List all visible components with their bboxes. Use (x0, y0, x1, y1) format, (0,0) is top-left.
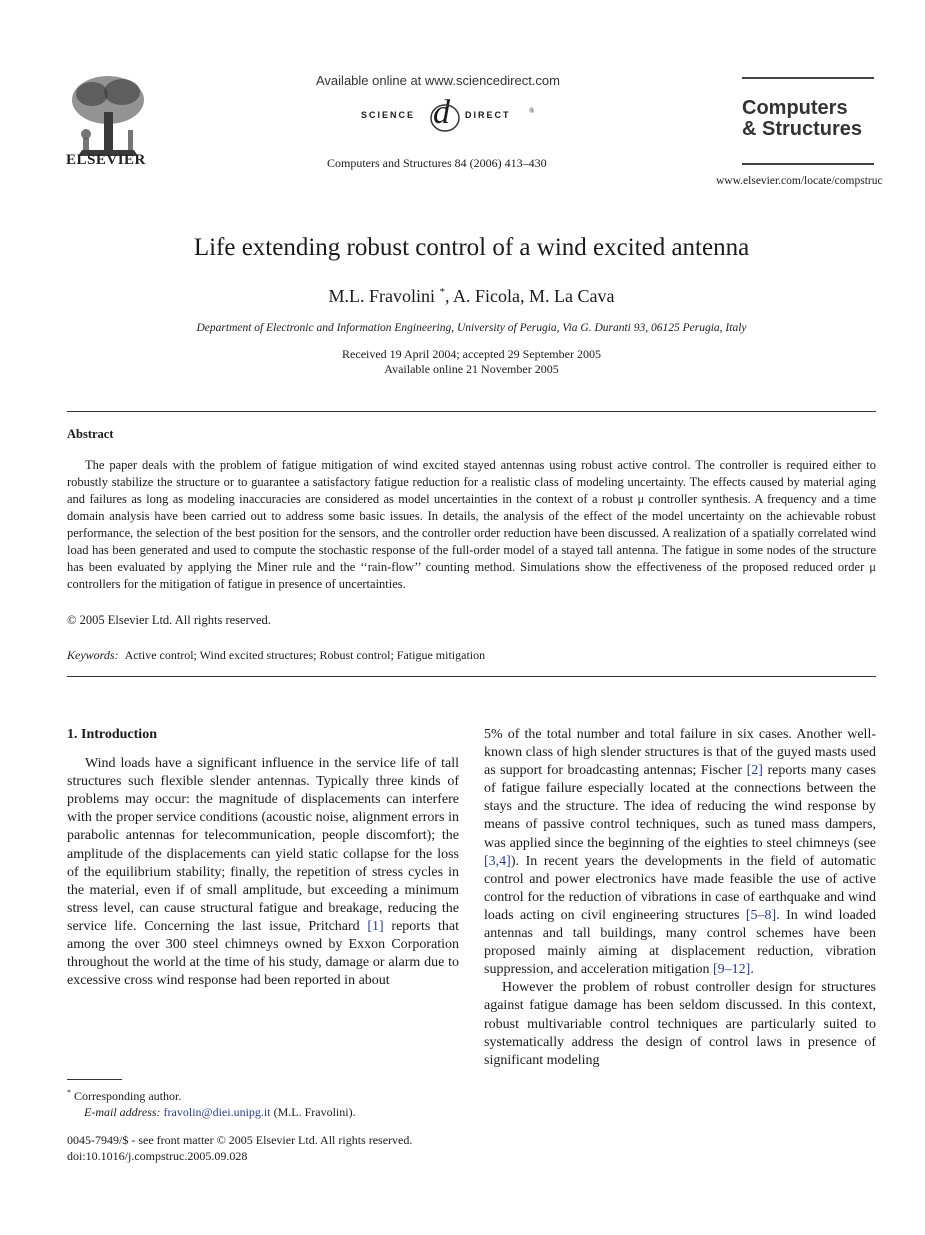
journal-citation: Computers and Structures 84 (2006) 413–430 (327, 156, 547, 170)
publisher-name: ELSEVIER (66, 152, 146, 168)
citation-2-link[interactable]: [2] (746, 763, 763, 779)
email-label: E-mail address: (84, 1105, 161, 1119)
sd-direct-word: DIRECT (465, 110, 511, 120)
footnote-email-line (67, 1104, 356, 1120)
citation-3-4-link[interactable]: [3,4] (484, 853, 511, 869)
corresponding-author-mark[interactable]: * (439, 286, 445, 298)
sd-registered-mark: ® (529, 107, 535, 115)
footnote-corresponding-text: Corresponding author. (74, 1089, 182, 1103)
article-title: Life extending robust control of a wind excited antenna (193, 234, 750, 261)
sd-symbol: d (433, 94, 450, 131)
author-others: , A. Ficola, M. La Cava (445, 286, 615, 306)
right-p1-b: reports many cases of fatigue failure especially located at the connections between the stays and the structure. The idea of reducing the wind response by means of passive control techniques, such as tuned mass dampers, was applied since the beginning of the eighties to steel chimneys (see (484, 763, 876, 851)
article-identifiers (67, 1132, 412, 1164)
author-email-link[interactable]: fravolin@diei.unipg.it (163, 1105, 271, 1119)
abstract-bottom-rule (67, 676, 876, 677)
journal-homepage-link[interactable]: www.elsevier.com/locate/compstruc (716, 175, 883, 187)
available-date: Available online 21 November 2005 (384, 362, 559, 376)
right-p1-e: . (750, 962, 754, 978)
received-dates: Received 19 April 2004; accepted 29 September 2005 (342, 347, 601, 361)
citation-9-12-link[interactable]: [9–12] (713, 962, 751, 978)
intro-p1-end: reports that among the over 300 steel chimneys owned by Exxon Corporation throughout the world at the time of his study, damage or alarm due to excessive cross wind response had been reported in about (67, 918, 459, 989)
abstract-top-rule (67, 411, 876, 412)
affiliation: Department of Electronic and Information Engineering, University of Perugia, Via G. Duranti 93, 06125 Perugia, Italy (196, 322, 747, 334)
footnote-corresponding (67, 1085, 356, 1104)
keywords-label: Keywords: (67, 648, 119, 662)
footnote (67, 1085, 356, 1120)
intro-paragraph-1-continued (484, 726, 876, 979)
body-right-column (484, 726, 876, 1070)
author-first: M.L. Fravolini (328, 286, 440, 306)
intro-paragraph-1 (67, 755, 459, 990)
sciencedirect-logo (361, 94, 541, 136)
footnote-rule (67, 1079, 122, 1080)
keywords-text: Active control; Wind excited structures; Robust control; Fatigue mitigation (124, 648, 486, 662)
right-p1-c: ). In recent years the developments in the field of automatic control and power electronics have made feasible the use of active control for the reduction of vibrations in case of earthquake and wind loads acting on civil engineering structures (484, 853, 876, 923)
citation-5-8-link[interactable]: [5–8] (745, 907, 777, 923)
sd-circle-icon (429, 102, 461, 134)
brand-top-rule (742, 77, 874, 79)
author-list (0, 286, 925, 307)
abstract-heading: Abstract (67, 427, 114, 441)
section-heading-introduction: 1. Introduction (67, 727, 157, 742)
available-online-line[interactable]: Available online at www.sciencedirect.com (316, 73, 560, 88)
front-matter-line: 0045-7949/$ - see front matter © 2005 Elsevier Ltd. All rights reserved. (67, 1133, 413, 1147)
abstract-copyright: © 2005 Elsevier Ltd. All rights reserved. (67, 613, 271, 627)
brand-bottom-rule (742, 163, 874, 165)
brand-line-2: & Structures (742, 118, 863, 140)
article-history (0, 347, 925, 377)
brand-line-1: Computers (742, 97, 848, 119)
right-p1-d: . In wind loaded antennas and tall buildings, many control schemes have been proposed mainly aiming at displacement reduction, vibration suppression, and acceleration mitigation (484, 907, 876, 978)
keywords-line (67, 648, 485, 663)
citation-1-link[interactable]: [1] (367, 918, 384, 934)
footnote-mark: * (67, 1088, 71, 1097)
intro-p1-text: Wind loads have a significant influence in the service life of tall structures such flexible slender antennas. Typically three kinds of problems may occur: the magnitude of displacements can interfere with the proper service conditions (acoustic noise, alignment errors in parabolic antennas for telecommunication, people discomfort); the amplitude of the displacements can yield static collapse for the loss of the equilibrium stability; finally, the repetition of stress cycles in the material, even if of small amplitude, but exceeding a minimum stress level, can cause structural fatigue and breakage, reducing the service life. Concerning the last issue, Pritchard (67, 756, 459, 934)
intro-paragraph-2: However the problem of robust controller design for structures against fatigue damage has been seldom discussed. In this context, robust multivariable control techniques are particularly suited to systematically address the design of control laws in presence of significant modeling (484, 980, 876, 1068)
journal-brand (742, 98, 862, 140)
body-left-column (67, 726, 459, 990)
right-p1-a: 5% of the total number and total failure in six cases. Another well-known class of high slender structures is that of the guyed masts used as support for broadcasting antennas; Fischer (484, 727, 876, 779)
email-owner: (M.L. Fravolini). (270, 1105, 356, 1119)
abstract-text: The paper deals with the problem of fatigue mitigation of wind excited stayed antennas using robust active control. The controller is required either to robustly stabilize the structure or to guarantee a satisfactory fatigue reduction for a realistic class of modeling uncertainty. The effects caused by material aging and failures as long as modeling inaccuracies are considered as model uncertainties in the context of a robust μ controller synthesis. A frequency and a time domain analysis have been carried out to address some basic issues. In details, the analysis of the effect of the model uncertainty on the achievable robust performance, the selection of the best position for the sensors, and the controller order reduction have been discussed. A realization of a spatially correlated wind load has been generated and used to compute the stochastic response of the full-order model of a stayed tall antenna. The fatigue in some nodes of the structure has been evaluated by applying the Miner rule and the ‘‘rain-flow’’ counting method. Simulations show the effectiveness of the proposed reduced order μ controllers for the mitigation of fatigue in presence of uncertainties. (67, 458, 876, 591)
doi-line[interactable]: doi:10.1016/j.compstruc.2005.09.028 (67, 1149, 248, 1163)
sd-science-word: SCIENCE (361, 110, 416, 120)
